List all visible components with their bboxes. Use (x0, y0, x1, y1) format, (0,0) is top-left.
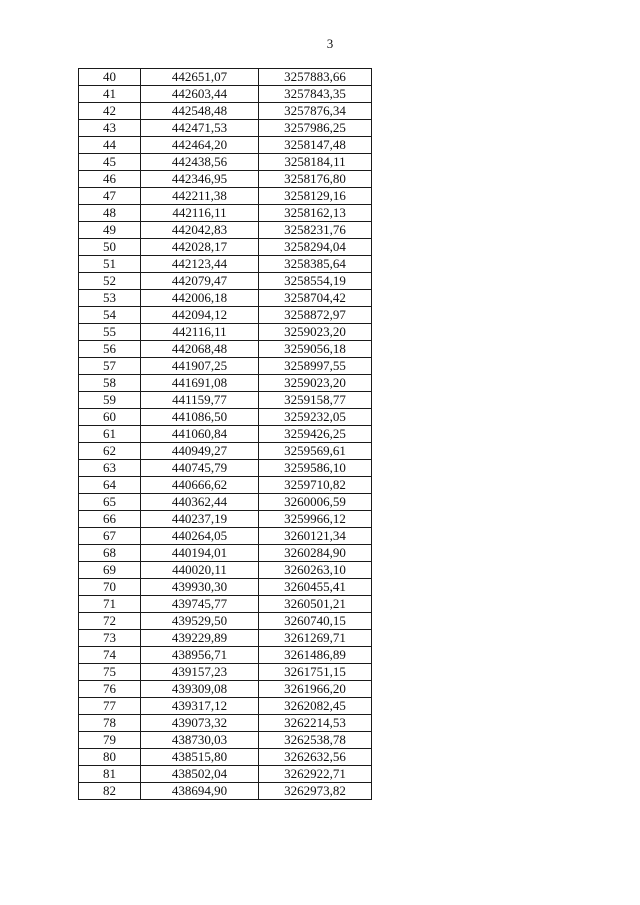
table-row (79, 120, 372, 137)
y-coordinate-cell: 3258147,48 (259, 137, 372, 154)
x-coordinate-cell: 442094,12 (141, 307, 259, 324)
point-number-cell: 52 (79, 273, 141, 290)
x-coordinate-cell: 440666,62 (141, 477, 259, 494)
page-number: 3 (326, 36, 334, 51)
table-row (79, 511, 372, 528)
y-coordinate-cell: 3262973,82 (259, 783, 372, 800)
y-coordinate-cell: 3262082,45 (259, 698, 372, 715)
x-coordinate-cell: 441159,77 (141, 392, 259, 409)
point-number-cell: 79 (79, 732, 141, 749)
table-row (79, 647, 372, 664)
y-coordinate-cell: 3259569,61 (259, 443, 372, 460)
y-coordinate-cell: 3259710,82 (259, 477, 372, 494)
x-coordinate-cell: 438694,90 (141, 783, 259, 800)
x-coordinate-cell: 439745,77 (141, 596, 259, 613)
x-coordinate-cell: 442068,48 (141, 341, 259, 358)
x-coordinate-cell: 438956,71 (141, 647, 259, 664)
table-row (79, 358, 372, 375)
table-row (79, 188, 372, 205)
y-coordinate-cell: 3258997,55 (259, 358, 372, 375)
point-number-cell: 56 (79, 341, 141, 358)
point-number-cell: 61 (79, 426, 141, 443)
x-coordinate-cell: 439529,50 (141, 613, 259, 630)
y-coordinate-cell: 3257986,25 (259, 120, 372, 137)
point-number-cell: 73 (79, 630, 141, 647)
table-row (79, 613, 372, 630)
table-row (79, 307, 372, 324)
table-row (79, 375, 372, 392)
x-coordinate-cell: 442548,48 (141, 103, 259, 120)
table-row (79, 273, 372, 290)
point-number-cell: 45 (79, 154, 141, 171)
point-number-cell: 46 (79, 171, 141, 188)
coordinates-table-body (79, 69, 372, 800)
x-coordinate-cell: 440264,05 (141, 528, 259, 545)
point-number-cell: 66 (79, 511, 141, 528)
table-row (79, 732, 372, 749)
x-coordinate-cell: 442042,83 (141, 222, 259, 239)
y-coordinate-cell: 3262922,71 (259, 766, 372, 783)
point-number-cell: 48 (79, 205, 141, 222)
point-number-cell: 67 (79, 528, 141, 545)
y-coordinate-cell: 3259426,25 (259, 426, 372, 443)
x-coordinate-cell: 440237,19 (141, 511, 259, 528)
point-number-cell: 49 (79, 222, 141, 239)
y-coordinate-cell: 3261486,89 (259, 647, 372, 664)
x-coordinate-cell: 439309,08 (141, 681, 259, 698)
x-coordinate-cell: 441691,08 (141, 375, 259, 392)
y-coordinate-cell: 3258162,13 (259, 205, 372, 222)
point-number-cell: 60 (79, 409, 141, 426)
point-number-cell: 54 (79, 307, 141, 324)
y-coordinate-cell: 3260006,59 (259, 494, 372, 511)
y-coordinate-cell: 3259023,20 (259, 324, 372, 341)
y-coordinate-cell: 3260121,34 (259, 528, 372, 545)
x-coordinate-cell: 442211,38 (141, 188, 259, 205)
table-row (79, 562, 372, 579)
point-number-cell: 80 (79, 749, 141, 766)
point-number-cell: 69 (79, 562, 141, 579)
point-number-cell: 81 (79, 766, 141, 783)
y-coordinate-cell: 3259158,77 (259, 392, 372, 409)
y-coordinate-cell: 3257876,34 (259, 103, 372, 120)
table-row (79, 681, 372, 698)
table-row (79, 715, 372, 732)
y-coordinate-cell: 3261751,15 (259, 664, 372, 681)
x-coordinate-cell: 442028,17 (141, 239, 259, 256)
x-coordinate-cell: 440194,01 (141, 545, 259, 562)
table-row (79, 86, 372, 103)
y-coordinate-cell: 3262632,56 (259, 749, 372, 766)
table-row (79, 69, 372, 86)
y-coordinate-cell: 3258184,11 (259, 154, 372, 171)
point-number-cell: 72 (79, 613, 141, 630)
point-number-cell: 68 (79, 545, 141, 562)
x-coordinate-cell: 440745,79 (141, 460, 259, 477)
point-number-cell: 44 (79, 137, 141, 154)
coordinates-table (78, 68, 372, 800)
y-coordinate-cell: 3258554,19 (259, 273, 372, 290)
point-number-cell: 62 (79, 443, 141, 460)
point-number-cell: 58 (79, 375, 141, 392)
point-number-cell: 63 (79, 460, 141, 477)
x-coordinate-cell: 438730,03 (141, 732, 259, 749)
y-coordinate-cell: 3262214,53 (259, 715, 372, 732)
point-number-cell: 74 (79, 647, 141, 664)
table-row (79, 494, 372, 511)
x-coordinate-cell: 442123,44 (141, 256, 259, 273)
table-row (79, 698, 372, 715)
x-coordinate-cell: 438515,80 (141, 749, 259, 766)
x-coordinate-cell: 442079,47 (141, 273, 259, 290)
point-number-cell: 76 (79, 681, 141, 698)
point-number-cell: 40 (79, 69, 141, 86)
table-row (79, 783, 372, 800)
y-coordinate-cell: 3259056,18 (259, 341, 372, 358)
y-coordinate-cell: 3258385,64 (259, 256, 372, 273)
point-number-cell: 64 (79, 477, 141, 494)
table-row (79, 443, 372, 460)
y-coordinate-cell: 3258704,42 (259, 290, 372, 307)
point-number-cell: 78 (79, 715, 141, 732)
x-coordinate-cell: 439229,89 (141, 630, 259, 647)
x-coordinate-cell: 441060,84 (141, 426, 259, 443)
table-row (79, 341, 372, 358)
x-coordinate-cell: 438502,04 (141, 766, 259, 783)
table-row (79, 766, 372, 783)
x-coordinate-cell: 442651,07 (141, 69, 259, 86)
x-coordinate-cell: 439073,32 (141, 715, 259, 732)
x-coordinate-cell: 439157,23 (141, 664, 259, 681)
x-coordinate-cell: 442603,44 (141, 86, 259, 103)
table-row (79, 154, 372, 171)
x-coordinate-cell: 441907,25 (141, 358, 259, 375)
y-coordinate-cell: 3258294,04 (259, 239, 372, 256)
table-row (79, 664, 372, 681)
point-number-cell: 75 (79, 664, 141, 681)
y-coordinate-cell: 3258231,76 (259, 222, 372, 239)
y-coordinate-cell: 3257883,66 (259, 69, 372, 86)
x-coordinate-cell: 442464,20 (141, 137, 259, 154)
x-coordinate-cell: 440362,44 (141, 494, 259, 511)
table-row (79, 324, 372, 341)
point-number-cell: 53 (79, 290, 141, 307)
point-number-cell: 70 (79, 579, 141, 596)
point-number-cell: 43 (79, 120, 141, 137)
table-row (79, 222, 372, 239)
x-coordinate-cell: 439317,12 (141, 698, 259, 715)
y-coordinate-cell: 3260263,10 (259, 562, 372, 579)
x-coordinate-cell: 440020,11 (141, 562, 259, 579)
y-coordinate-cell: 3260740,15 (259, 613, 372, 630)
table-row (79, 630, 372, 647)
point-number-cell: 50 (79, 239, 141, 256)
y-coordinate-cell: 3258129,16 (259, 188, 372, 205)
table-row (79, 290, 372, 307)
y-coordinate-cell: 3259966,12 (259, 511, 372, 528)
table-row (79, 545, 372, 562)
table-row (79, 171, 372, 188)
y-coordinate-cell: 3261269,71 (259, 630, 372, 647)
y-coordinate-cell: 3258872,97 (259, 307, 372, 324)
y-coordinate-cell: 3259586,10 (259, 460, 372, 477)
table-row (79, 103, 372, 120)
table-row (79, 579, 372, 596)
point-number-cell: 47 (79, 188, 141, 205)
point-number-cell: 77 (79, 698, 141, 715)
y-coordinate-cell: 3258176,80 (259, 171, 372, 188)
point-number-cell: 71 (79, 596, 141, 613)
x-coordinate-cell: 441086,50 (141, 409, 259, 426)
table-row (79, 460, 372, 477)
y-coordinate-cell: 3260501,21 (259, 596, 372, 613)
y-coordinate-cell: 3261966,20 (259, 681, 372, 698)
table-row (79, 426, 372, 443)
table-row (79, 205, 372, 222)
table-row (79, 749, 372, 766)
table-row (79, 528, 372, 545)
x-coordinate-cell: 442346,95 (141, 171, 259, 188)
x-coordinate-cell: 442006,18 (141, 290, 259, 307)
table-row (79, 392, 372, 409)
x-coordinate-cell: 442438,56 (141, 154, 259, 171)
table-row (79, 596, 372, 613)
y-coordinate-cell: 3259023,20 (259, 375, 372, 392)
table-row (79, 256, 372, 273)
x-coordinate-cell: 442116,11 (141, 205, 259, 222)
x-coordinate-cell: 442471,53 (141, 120, 259, 137)
y-coordinate-cell: 3262538,78 (259, 732, 372, 749)
table-row (79, 409, 372, 426)
y-coordinate-cell: 3260455,41 (259, 579, 372, 596)
x-coordinate-cell: 439930,30 (141, 579, 259, 596)
y-coordinate-cell: 3257843,35 (259, 86, 372, 103)
point-number-cell: 59 (79, 392, 141, 409)
point-number-cell: 55 (79, 324, 141, 341)
point-number-cell: 82 (79, 783, 141, 800)
x-coordinate-cell: 442116,11 (141, 324, 259, 341)
x-coordinate-cell: 440949,27 (141, 443, 259, 460)
point-number-cell: 41 (79, 86, 141, 103)
point-number-cell: 65 (79, 494, 141, 511)
point-number-cell: 42 (79, 103, 141, 120)
point-number-cell: 51 (79, 256, 141, 273)
table-row (79, 137, 372, 154)
y-coordinate-cell: 3260284,90 (259, 545, 372, 562)
y-coordinate-cell: 3259232,05 (259, 409, 372, 426)
table-row (79, 239, 372, 256)
point-number-cell: 57 (79, 358, 141, 375)
table-row (79, 477, 372, 494)
